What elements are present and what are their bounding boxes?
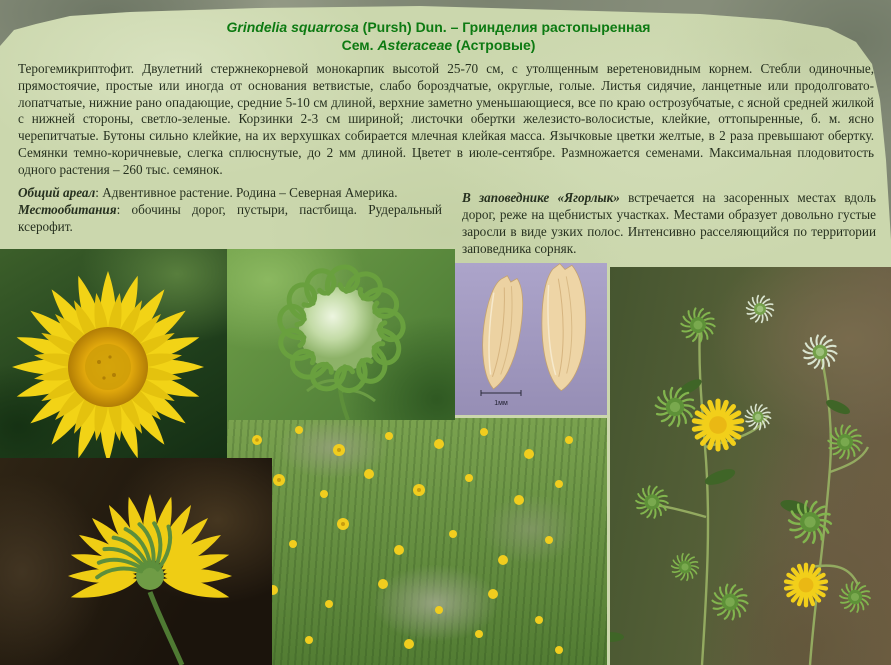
photo-plant-with-buds	[610, 267, 891, 665]
photo-sticky-bud-closeup	[227, 249, 455, 420]
title-line-1	[0, 18, 877, 36]
top-flower	[12, 271, 204, 458]
reserve-note-column	[462, 189, 876, 257]
scale-bar	[481, 390, 521, 396]
flower-top-photo-graphic	[0, 249, 227, 458]
areal-line	[18, 184, 442, 201]
family-prefix: Сем.	[341, 37, 378, 53]
reserve-text: встречается на засоренных местах вдоль дорог, реже на щебнистых участках. Местами образует довольно густые заросли в виде узких полос. Интенсивно расселяющийся по территории заповедника сорняк.	[462, 190, 876, 256]
habitat-line	[18, 201, 442, 235]
seeds-photo-graphic	[455, 263, 607, 415]
habitat-label: Местообитания	[18, 202, 117, 217]
plant-stems	[655, 325, 868, 665]
areal-label: Общий ареал	[18, 185, 96, 200]
bud-photo-graphic	[227, 249, 455, 420]
flower-side-photo-graphic	[0, 458, 272, 665]
bud-head	[275, 263, 408, 396]
family-russian-name: (Астровые)	[452, 37, 536, 53]
photo-plants-in-field	[227, 418, 607, 665]
side-flower-stem	[150, 592, 182, 665]
page-title	[0, 18, 877, 54]
areal-text: : Адвентивное растение. Родина – Северная Америка.	[95, 185, 398, 200]
family-latin-name: Asteraceae	[377, 37, 453, 53]
field-photo-graphic	[227, 418, 607, 665]
achene-left	[478, 274, 525, 391]
photo-flower-head-top-view	[0, 249, 227, 458]
areal-habitat-column	[18, 184, 442, 235]
habitat-text: : обочины дорог, пустыри, пастбища. Рудеральный ксерофит.	[18, 202, 442, 234]
field-flowers	[244, 426, 573, 654]
photo-flower-head-side-view	[0, 458, 272, 665]
photo-achenes-macro	[455, 263, 607, 415]
scale-bar-label: 1мм	[494, 400, 508, 407]
side-flower	[68, 494, 232, 604]
species-description-paragraph: Терогемикриптофит. Двулетний стержнекорневой монокарпик высотой 25-70 см, с утолщенным веретеновидным корнем. Стебли одиночные, прямостоячие, простые или иногда от основания ветвистые, слабо бороздчатые, округлые, голые. Листья сидячие, ланцетные или продолговато-лопатчатые, нижние рано опадающие, средние 5-10 см длиной, верхние заметно уменьшающиеся, все по краю острозубчатые, с ясной средней жилкой с нижней стороны, светло-зеленые. Корзинки 2-3 см шириной; листочки обертки железисто-волосистые, клейкие, оттопыренные, б. м. ясно черепитчатые. Бутоны сильно клейкие, на их верхушках собирается млечная клейкая масса. Язычковые цветки желтые, в 2 раза превышают обертку. Семянки темно-коричневые, слегка сплюснутые, до 2 мм длиной. Цветет в июле-сентябре. Размножается семенами. Максимальная плодовитость одного растения – 260 тыс. семянок.	[18, 61, 874, 177]
achene-right	[540, 263, 588, 391]
species-latin-name: Grindelia squarrosa	[226, 19, 359, 35]
yellow-flower	[786, 565, 826, 606]
reserve-label: В заповеднике «Ягорлык»	[462, 190, 620, 205]
plant-photo-graphic	[610, 267, 891, 665]
title-line-2	[0, 36, 877, 54]
yellow-flower	[694, 401, 741, 449]
species-author-russian-name: (Pursh) Dun. – Гринделия растопыренная	[358, 19, 651, 35]
